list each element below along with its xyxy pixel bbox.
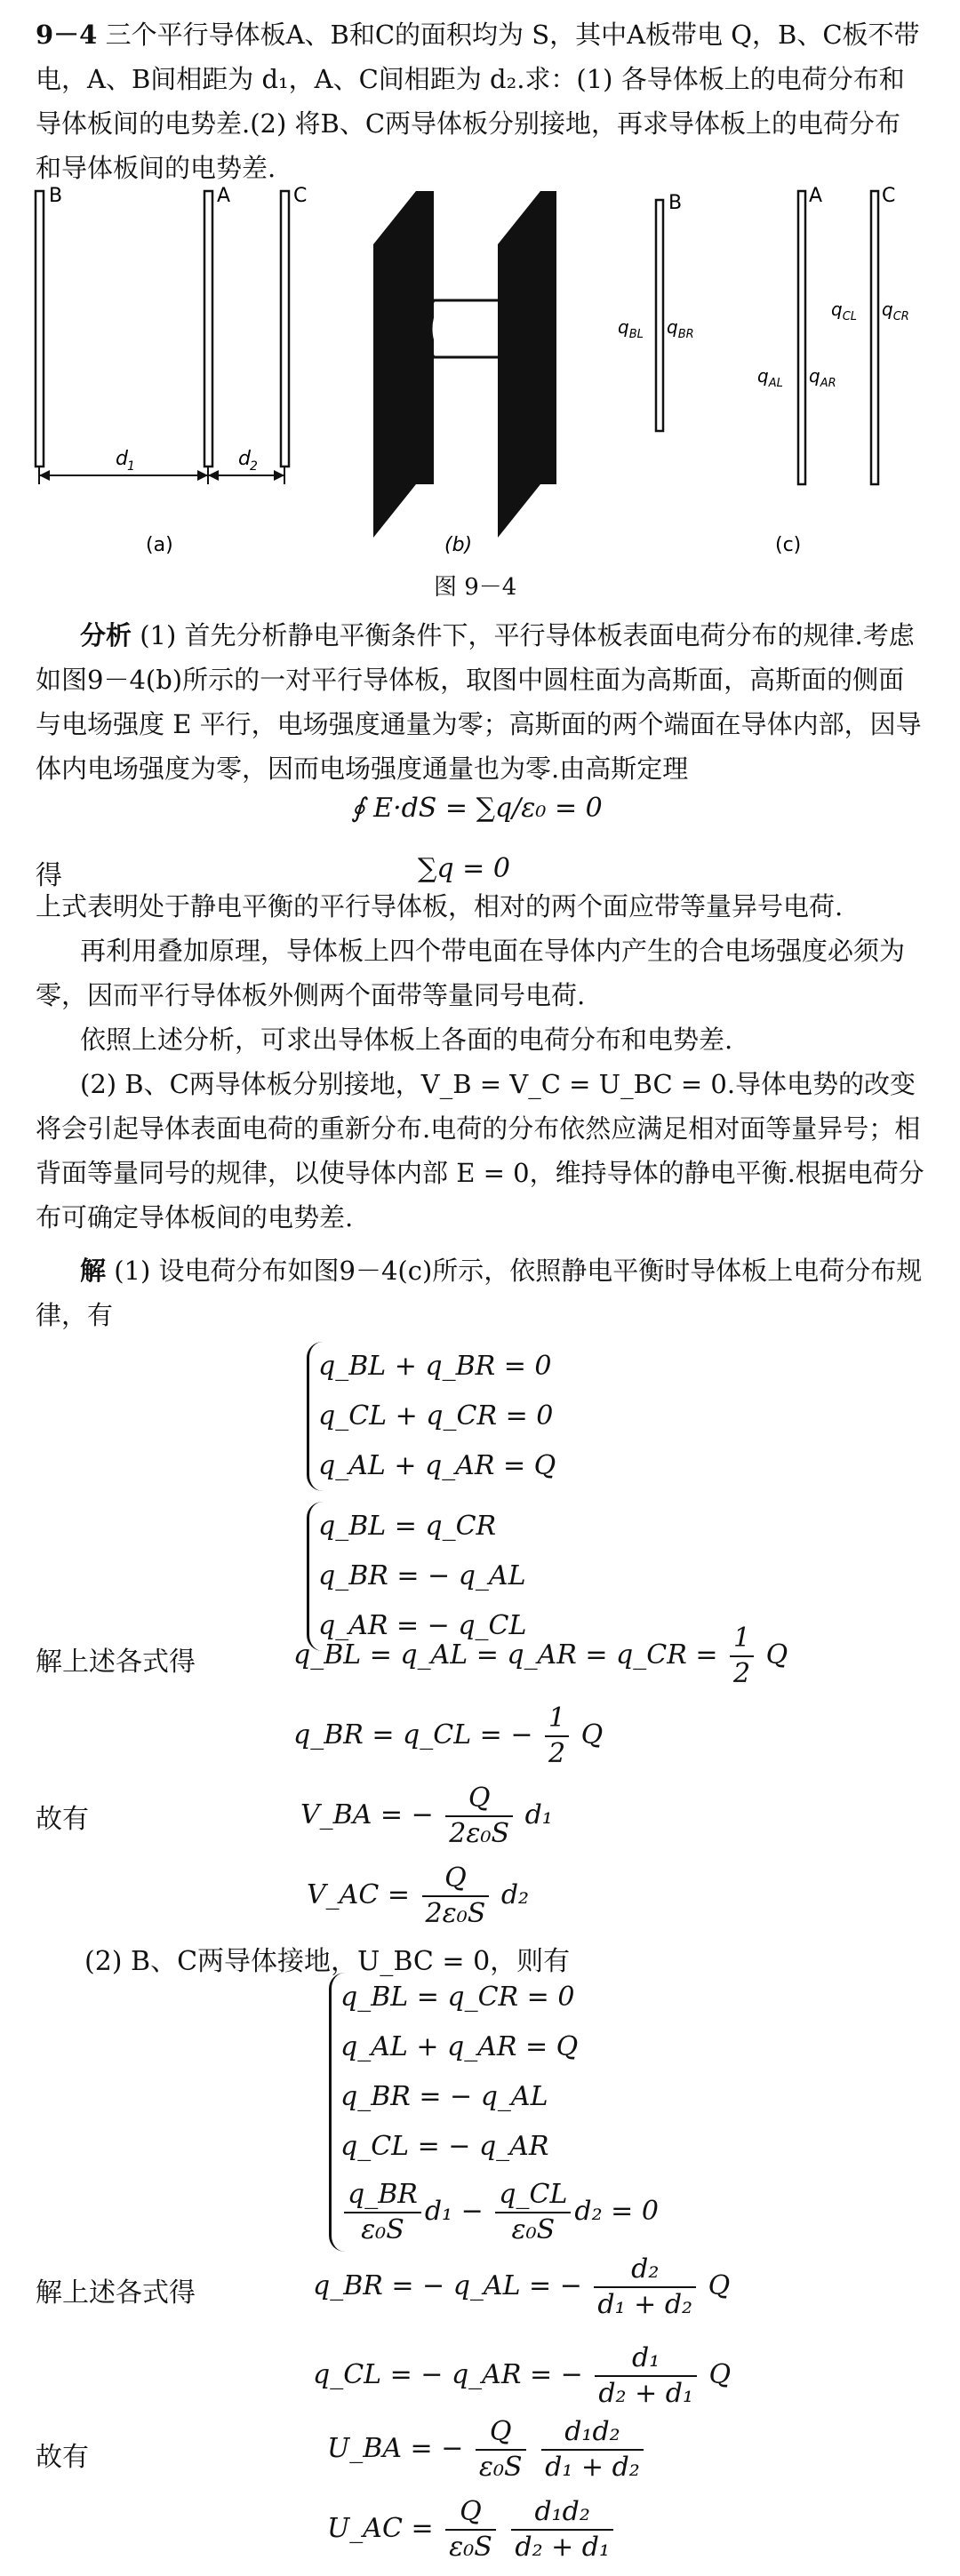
label-plate-b: B [49,185,63,207]
sys3-row: q_CL = − q_AR [340,2131,549,2162]
label-q-ar: $q_{AR}$ [809,365,836,390]
sum-q-eq: ∑q = 0 [418,853,510,884]
problem-number: 9－4 [36,20,98,50]
equation-system-1 [307,1342,556,1491]
thick-plate-left [373,191,416,538]
sys3-row-last: $\frac{q\_BR}{\text{ε₀S}}$ d₁ − $\frac{q\_CL}{\text{ε₀S}}$ d₂ = 0 [340,2172,659,2252]
equation-system-3 [329,1973,659,2252]
label-q-br: $q_{BR}$ [667,316,694,341]
label-plate-a: A [217,185,231,207]
analysis-p5: (2) B、C两导体板分别接地，V_B = V_C = U_BC = 0.导体电势的改变将会引起导体表面电荷的重新分布.电荷的分布依然应满足相对面等量异号；相背面等量同号的规律，以使导体内部 E = 0，维持导体的静电平衡.根据电荷分布可确定导体板间的电势差. [36,1069,924,1232]
figure-caption: 图 9－4 [434,574,517,601]
sys3-row: q_BL = q_CR = 0 [340,1982,575,2013]
v-ba-eq: V_BA = − $\frac{Q}{\text{2ε₀S}}$ d₁ [300,1782,553,1849]
hence-label-2: 故有 [36,2442,89,2473]
plate-c [281,191,289,467]
analysis-p1 [36,613,924,791]
plate-a-c [798,191,805,484]
svg-text:A: A [809,185,823,207]
analysis-p4: 依照上述分析，可求出导体板上各面的电荷分布和电势差. [80,1025,733,1055]
svg-text:2: 2 [250,459,258,474]
panel-a-label: (a) [146,534,173,556]
plate-c-c [871,191,878,484]
svg-text:1: 1 [127,459,135,474]
label-q-bl: $q_{BL}$ [618,316,644,341]
sys2-row: q_BR = − q_AL [318,1560,526,1591]
panel-b-label: (b) [444,534,473,556]
panel-c [618,185,909,556]
sys3-row: q_AL + q_AR = Q [340,2031,579,2062]
part2-intro: (2) B、C两导体接地，U_BC = 0，则有 [84,1946,571,1977]
panel-c-label: (c) [775,534,802,556]
thick-plate-right [498,191,540,538]
svg-text:B: B [668,192,683,214]
plate-b [36,191,44,467]
analysis-heading: 分析 [80,620,132,650]
solution-heading: 解 [80,1256,107,1286]
panel-a [36,185,307,556]
sys1-row: q_AL + q_AR = Q [318,1450,556,1481]
u-ac-eq: U_AC = $\frac{Q}{\text{ε₀S}}$ $\frac{\text{d₁d₂}}{\text{d₂ + d₁}}$ [327,2495,617,2564]
plate-a [204,191,212,467]
sys1-row: q_BL + q_BR = 0 [318,1351,552,1382]
label-plate-c: C [293,185,308,207]
figure-9-4 [0,182,960,573]
problem-statement [36,12,924,190]
result-1b: q_BR = q_CL = − $\frac{1}{2}$ Q [293,1703,604,1769]
sys2-row: q_BL = q_CR [318,1511,497,1542]
de-label: 得 [36,860,62,891]
plate-b-c [656,200,663,431]
result-2b: q_CL = − q_AR = − $\frac{\text{d₁}}{\text{d₂ + d₁}}$ Q [313,2342,732,2409]
sys1-row: q_CL + q_CR = 0 [318,1400,554,1432]
hence-label-1: 故有 [36,1804,89,1835]
u-ba-eq: U_BA = − $\frac{Q}{\text{ε₀S}}$ $\frac{\text{d₁d₂}}{\text{d₁ + d₂}}$ [327,2415,647,2484]
label-q-al: $q_{AL}$ [757,365,783,390]
label-q-cr: $q_{CR}$ [882,299,909,323]
solution-intro [36,1248,924,1337]
gauss-law: ∮ E·dS = ∑q/ε₀ = 0 [351,793,603,824]
analysis-p1-text: (1) 首先分析静电平衡条件下，平行导体板表面电荷分布的规律.考虑如图9－4(b)所示的一对平行导体板，取图中圆柱面为高斯面，高斯面的侧面与电场强度 E 平行，电场强度通量为零；高斯面的两个端面在导体内部，因导体内电场强度为零，因而电场强度通量也为零.由高斯定理 [36,620,922,784]
result-1a: q_BL = q_AL = q_AR = q_CR = $\frac{1}{2}$ Q [293,1623,788,1689]
analysis-p3: 再利用叠加原理，导体板上四个带电面在导体内产生的合电场强度必须为零，因而平行导体板外侧两个面带等量同号电荷. [36,936,906,1010]
result-2a: q_BR = − q_AL = − $\frac{\text{d₂}}{\text{d₁ + d₂}}$ Q [313,2253,731,2320]
solution-intro-text: (1) 设电荷分布如图9－4(c)所示，依照静电平衡时导体板上电荷分布规律，有 [36,1256,923,1330]
sys2-row: q_AR = − q_CL [318,1610,527,1641]
v-ac-eq: V_AC = $\frac{Q}{\text{2ε₀S}}$ d₂ [307,1862,530,1929]
problem-text: 三个平行导体板A、B和C的面积均为 S，其中A板带电 Q，B、C板不带电，A、B间相距为 d₁，A、C间相距为 d₂.求：(1) 各导体板上的电荷分布和导体板间的电势差.(2) 将B、C两导体板分别接地，再求导体板上的电荷分布和导体板间的电势差. [36,20,920,183]
svg-text:C: C [882,185,896,207]
label-d1: d [116,448,128,470]
analysis-p2: 上式表明处于静电平衡的平行导体板，相对的两个面应带等量异号电荷. [36,891,844,921]
solve-label-1: 解上述各式得 [36,1647,196,1678]
solve-label-2: 解上述各式得 [36,2277,196,2309]
sys3-row: q_BR = − q_AL [340,2081,548,2112]
panel-b [373,191,556,556]
label-q-cl: $q_{CL}$ [831,299,858,323]
label-d2: d [238,448,251,470]
